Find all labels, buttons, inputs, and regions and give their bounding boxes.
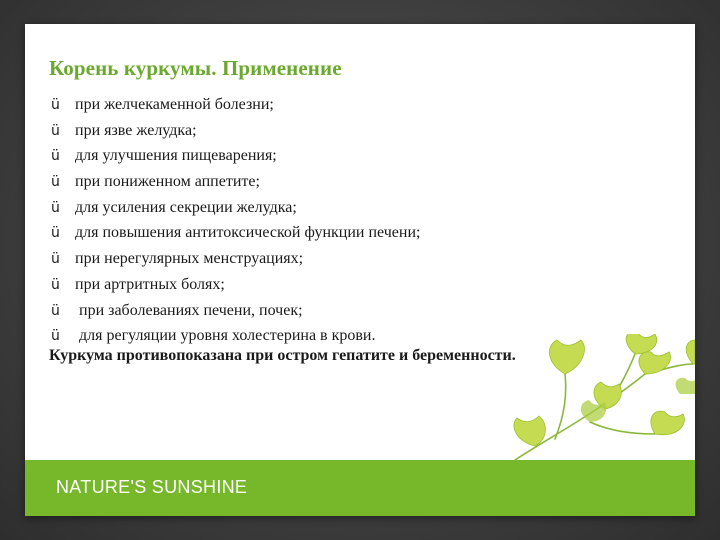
check-icon: ü [51, 328, 60, 345]
slide-title: Корень куркумы. Применение [49, 56, 342, 80]
list-item [51, 143, 420, 169]
list-item-text: при пониженном аппетите; [75, 173, 260, 191]
list-item-text: для улучшения пищеварения; [75, 147, 277, 165]
check-icon: ü [51, 302, 60, 319]
list-item [51, 195, 420, 221]
list-item-text: для усиления секреции желудка; [75, 198, 297, 216]
check-icon: ü [51, 225, 60, 242]
list-item-text: при нерегулярных менструациях; [75, 250, 304, 268]
check-icon: ü [51, 276, 60, 293]
check-icon: ü [51, 122, 60, 139]
check-icon: ü [51, 148, 60, 165]
list-item [51, 323, 420, 349]
check-icon: ü [51, 199, 60, 216]
list-item [51, 118, 420, 144]
check-icon: ü [51, 174, 60, 191]
list-item [51, 92, 420, 118]
slide [25, 24, 695, 516]
list-item-text: для регуляции уровня холестерина в крови. [75, 327, 376, 345]
list-item [51, 220, 420, 246]
list-item-text: при заболеваниях печени, почек; [75, 301, 303, 319]
list-item-text: при желчекаменной болезни; [75, 96, 274, 113]
check-icon: ü [51, 251, 60, 268]
list-item [51, 246, 420, 272]
brand-logo: NATURE'S SUNSHINE [56, 477, 248, 497]
list-item-text: при артритных болях; [75, 275, 225, 293]
check-icon: ü [51, 97, 60, 113]
contraindication-note: Куркума противопоказана при остром гепатите и беременности. [49, 347, 516, 364]
usage-list [51, 92, 420, 349]
ginkgo-leaves-icon [495, 334, 695, 460]
list-item-text: при язве желудка; [75, 121, 197, 139]
footer-bar [25, 460, 695, 516]
list-item [51, 272, 420, 298]
list-item [51, 169, 420, 195]
list-item-text: для повышения антитоксической функции печени; [75, 224, 421, 242]
list-item [51, 298, 420, 324]
